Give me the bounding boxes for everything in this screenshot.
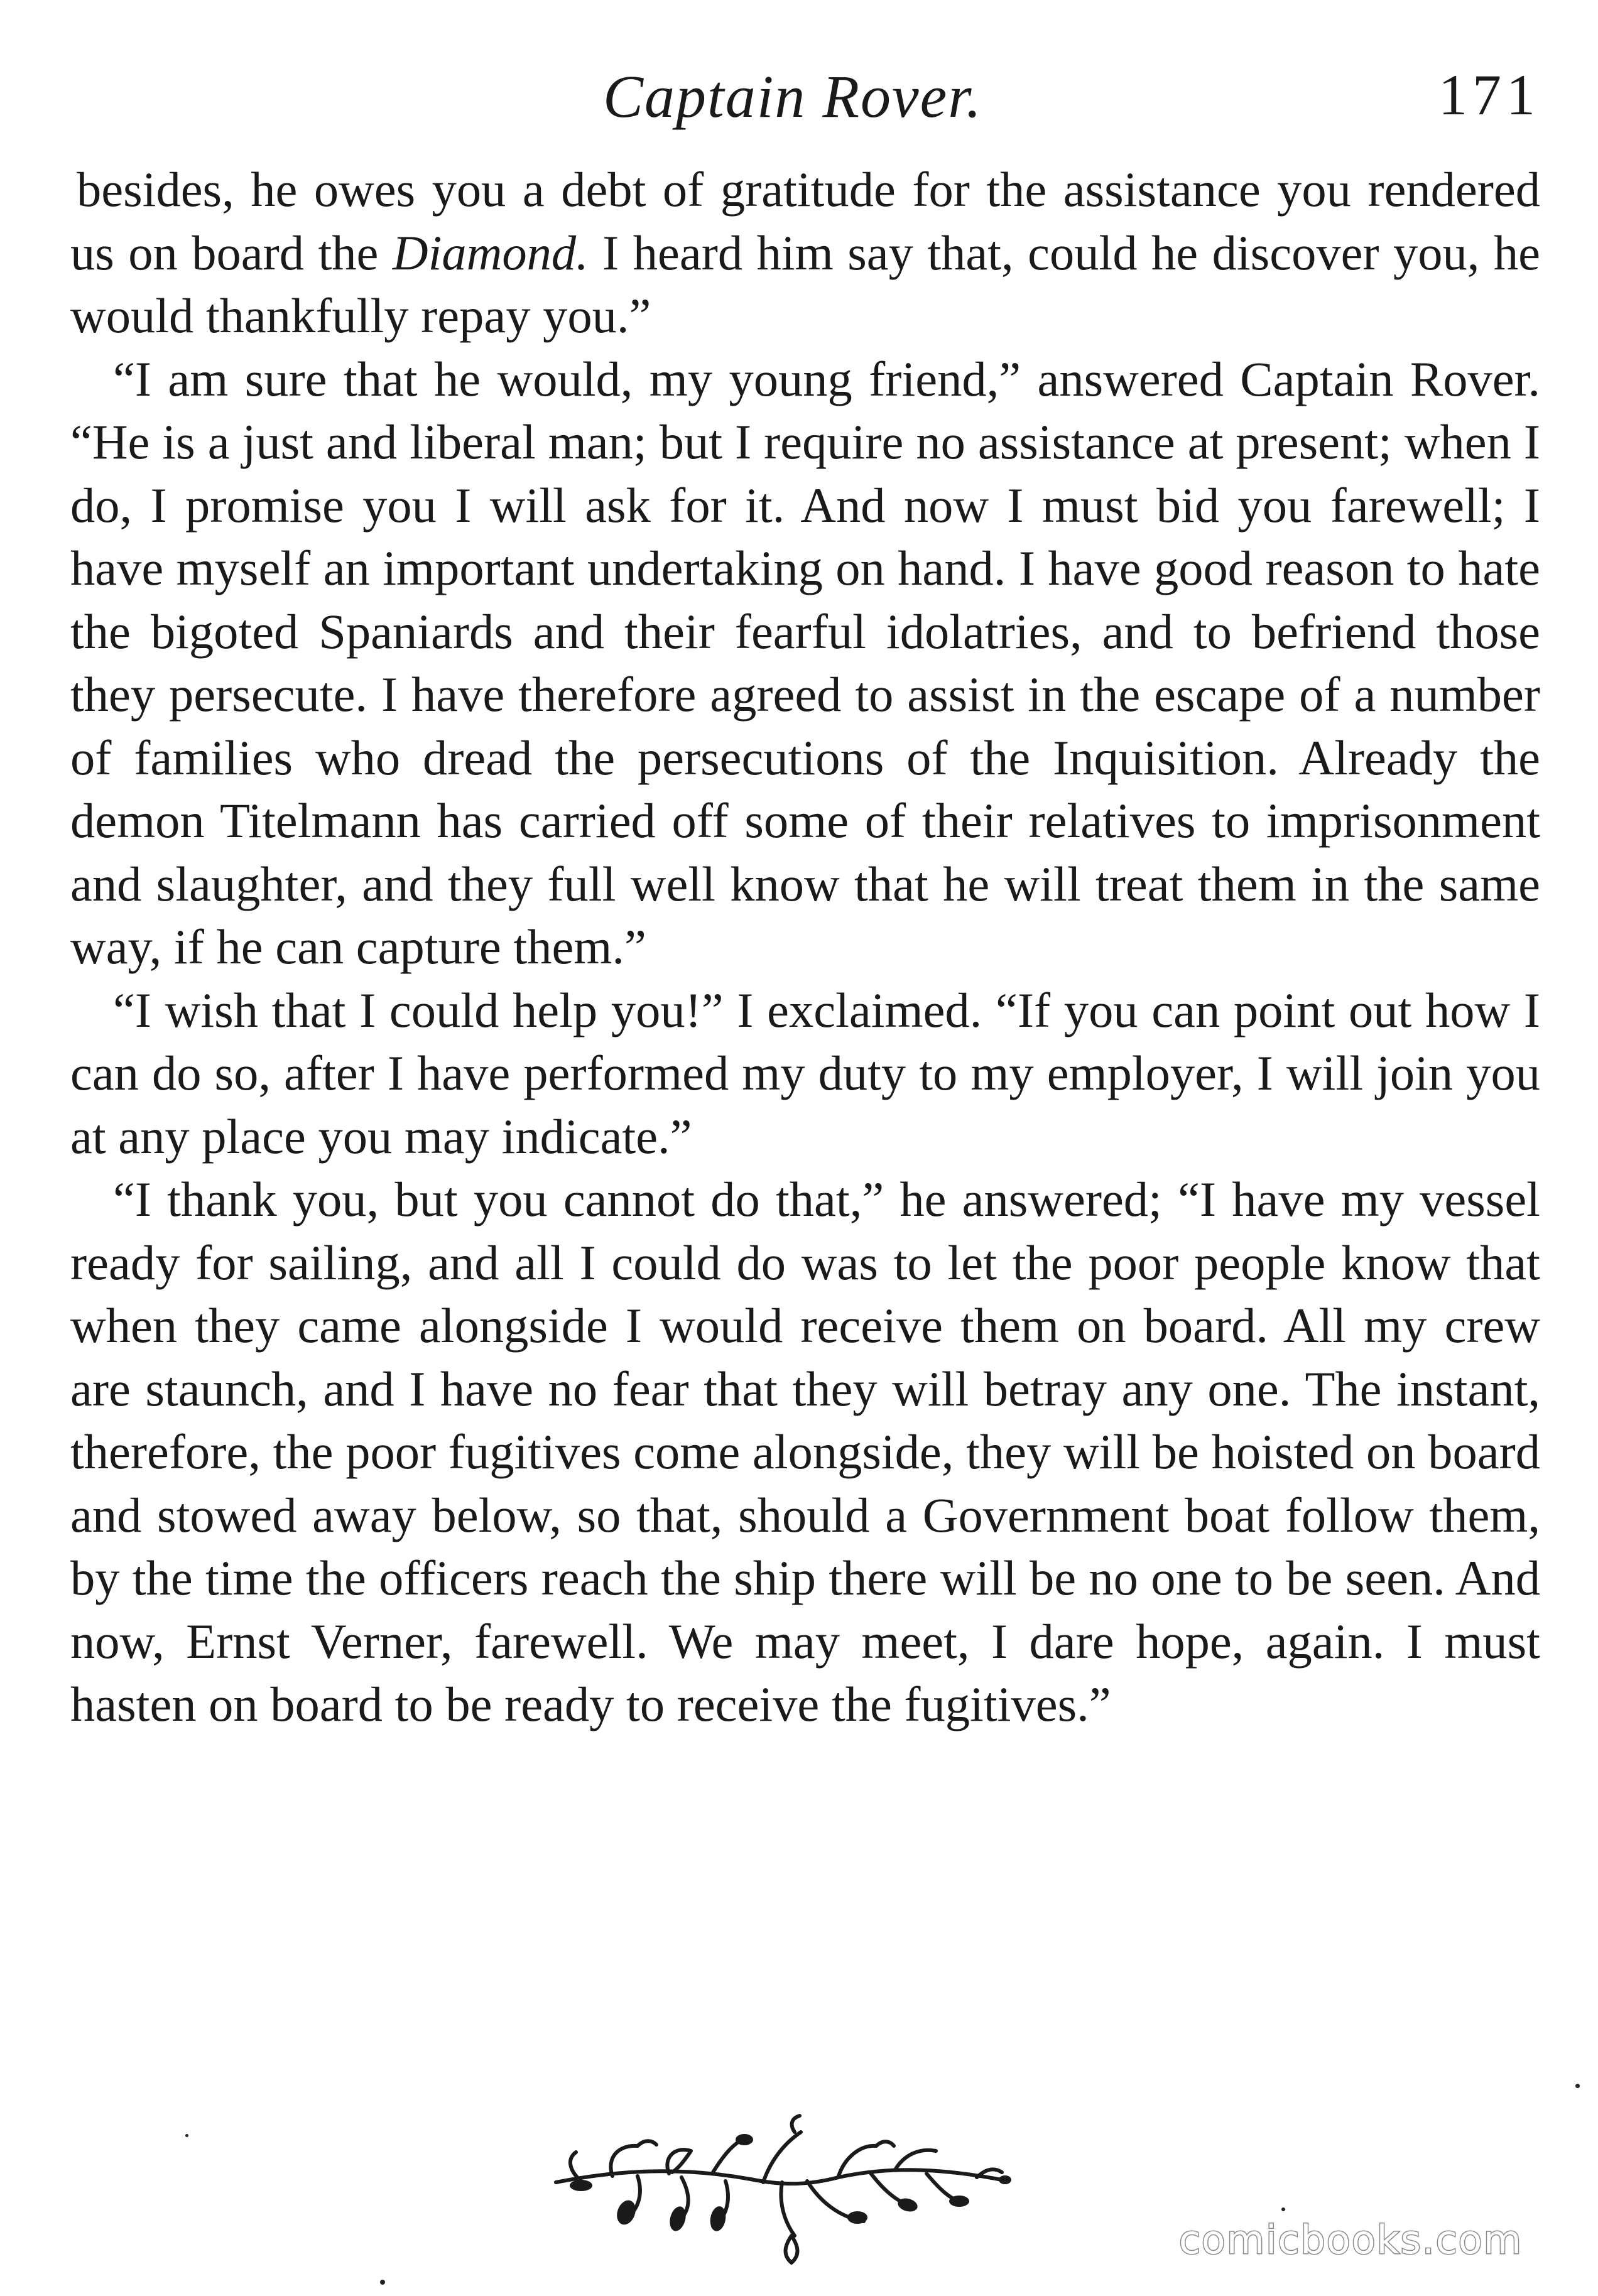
floral-tailpiece-icon — [543, 2107, 1021, 2270]
running-title: Captain Rover. — [603, 63, 982, 130]
body-text — [70, 158, 1540, 1736]
paragraph-2: “I am sure that he would, my young friend,” answered Captain Rover. “He is a just and liberal man; but I require no assistance at present; when I do, I promise you I will ask for it. And now I must bid you farewell; I have myself an important undertaking on hand. I have good reason to hate the bigoted Spaniards and their fearful idolatries, and to befriend those they persecute. I have therefore agreed to assist in the escape of a number of families who dread the persecutions of the Inquisition. Already the demon Titelmann has carried off some of their relatives to imprisonment and slaughter, and they full well know that he will treat them in the same way, if he can capture them.” — [70, 351, 1540, 974]
paragraph-1-text-b: I heard him say that, could he discover you, he would thankfully repay you.” — [70, 225, 1540, 343]
print-speck — [1575, 2084, 1580, 2088]
paragraph-1-text-a: besides, he owes you a debt of gratitude for the assistance you rendered us on board the — [70, 162, 1540, 280]
print-speck — [380, 2280, 385, 2285]
paragraph-4: “I thank you, but you cannot do that,” he answered; “I have my vessel ready for sailing, and all I could do was to let the poor people know that when they came alongside I would receive them on board. All my crew are staunch, and I have no fear that they will betray any one. The instant, therefore, the poor fugitives come alongside, they will be hoisted on board and stowed away below, so that, should a Government boat follow them, by the time the officers reach the ship there will be no one to be seen. And now, Ernst Verner, farewell. We may meet, I dare hope, again. I must hasten on board to be ready to receive the fugitives.” — [70, 1172, 1540, 1731]
print-speck — [1281, 2207, 1285, 2211]
page-header — [0, 62, 1598, 137]
page-number: 171 — [1438, 63, 1540, 127]
paragraph-1 — [70, 158, 1540, 348]
ship-name: Diamond. — [392, 225, 589, 280]
paragraph-3: “I wish that I could help you!” I exclaimed. “If you can point out how I can do so, after I have performed my duty to my employer, I will join you at any place you may indicate.” — [70, 982, 1540, 1164]
watermark: comicbooks.com — [1178, 2217, 1523, 2263]
print-speck — [185, 2134, 188, 2137]
